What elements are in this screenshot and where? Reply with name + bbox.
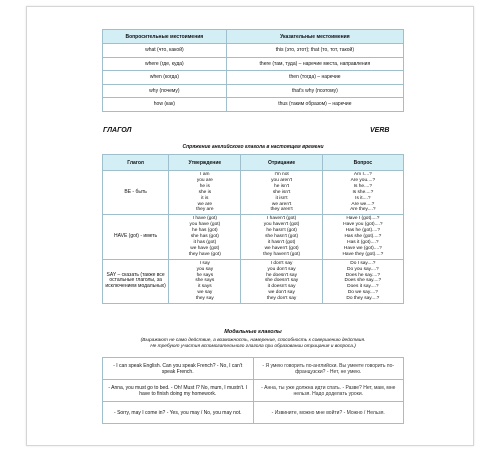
neg-form: I don't say [270,260,293,266]
neg-form: she isn't [272,189,291,195]
quest-form: Do we say....? [347,290,378,296]
quest-form: Is he....? [353,183,373,189]
quest-form: Are you....? [350,177,376,183]
neg-form: we don't say [268,290,295,296]
modal-example-russian: - Извините, можно мне войти? - Можно / Нельзя. [253,402,404,424]
section-title-en: VERB [370,127,390,134]
affirm-form: you are [196,177,213,183]
verb-cell: BE - быть [103,171,169,215]
neg-cell [241,259,322,303]
affirm-form: we are [197,201,213,207]
conjugation-row [103,215,404,259]
quest-form: Have they (got)....? [342,251,384,257]
quest-form: Has he (got)....? [345,228,381,234]
affirm-cell [169,215,241,259]
quest-form: Am I....? [353,172,372,177]
pronouns-header-demonstrative: Указательные местоимения [226,30,403,44]
affirm-form: he says [196,272,214,278]
neg-form: he hasn't (got) [266,228,297,234]
quest-form: Has she (got)....? [344,234,382,240]
neg-form: they don't say [266,296,297,302]
affirm-cell [169,259,241,303]
affirm-form: she is [198,189,212,195]
modal-example-english: - Sorry, may I come in? - Yes, you may / No, you may not. [103,402,254,424]
demonstrative-pronoun: then (тогда) – наречие [226,71,403,85]
neg-form: you don't say [267,266,296,272]
pronoun-row [103,57,404,71]
neg-form: we aren't [271,201,292,207]
quest-cell [322,171,403,215]
modal-example-russian: - Анна, ты уже должна идти спать. - Разве? Нет, мам, мне нельзя. Надо доделать уроки. [253,380,404,402]
modal-desc-line-1: (Выражают не само действие, а возможность, намерение, способность к совершению действия. [140,338,366,343]
affirm-form: she says [195,278,215,284]
affirm-form: they have (got) [188,251,221,257]
verb-cell: SAY – сказать (также все остальные глаголы, за исключением модальных) [103,259,169,303]
quest-form: Have I (got)....? [346,216,380,222]
modal-example-row [103,358,404,380]
affirm-form: we have (got) [190,245,220,251]
affirm-form: he has (got) [192,228,218,234]
modal-desc-line-2: Не требуют участия вспомогательного глагола при образовании отрицания и вопроса.) [150,344,356,349]
modal-example-row [103,380,404,402]
verb-cell: HAVE (got) - иметь [103,215,169,259]
affirm-form: she has (got) [190,234,219,240]
neg-form: she doesn't say [264,278,299,284]
section-title-ru: ГЛАГОЛ [103,127,132,134]
conjugation-title: Спряжение английского глагола в настоящем времени [182,144,324,150]
interrogative-pronoun: why (почему) [103,84,227,98]
demonstrative-pronoun: thus (таким образом) – наречие [226,98,403,112]
conj-header-affirm: Утверждение [169,155,241,171]
conj-header-quest: Вопрос [322,155,403,171]
conjugation-row [103,171,404,215]
modal-example-russian: - Я умею говорить по-английски. Вы умеете говорить по-французски? - Нет, не умею. [253,358,404,380]
quest-form: Do I say....? [350,260,376,266]
interrogative-pronoun: how (как) [103,98,227,112]
neg-form: he isn't [274,183,290,189]
pronouns-table [102,29,404,112]
affirm-form: you have (got) [189,222,221,228]
interrogative-pronoun: where (где, куда) [103,57,227,71]
neg-form: we haven't (got) [264,245,299,251]
neg-form: you haven't (got) [263,222,300,228]
quest-form: Is it....? [355,195,371,201]
quest-form: Does he say....? [345,272,381,278]
affirm-form: it says [198,284,212,290]
affirm-form: it is [201,195,209,201]
affirm-form: he is [199,183,210,189]
conj-header-verb: Глагол [103,155,169,171]
affirm-form: you say [196,266,214,272]
demonstrative-pronoun: there (там, туда) – наречие места, направления [226,57,403,71]
neg-form: it isn't [275,195,288,201]
neg-form: it doesn't say [267,284,296,290]
pronoun-row [103,84,404,98]
affirm-form: it has (got) [193,239,217,245]
neg-form: I haven't (got) [266,216,297,222]
quest-form: Are they....? [350,207,376,213]
neg-form: I'm not [274,172,289,177]
quest-form: Are we....? [351,201,375,207]
conjugation-row [103,259,404,303]
neg-cell [241,171,322,215]
neg-form: you aren't [271,177,293,183]
modal-example-english: - I can speak English. Can you speak French? - No, I can't speak French. [103,358,254,380]
demonstrative-pronoun: that's why (поэтому) [226,84,403,98]
modal-example-english: - Anna, you must go to bed. - Oh! Must I? No, mum, I mustn't. I have to finish doing my homework. [103,380,254,402]
modal-examples-table [102,357,404,424]
affirm-form: we say [197,290,213,296]
neg-form: it hasn't (got) [267,239,296,245]
pronouns-header-interrogative: Вопросительные местоимения [103,30,227,44]
quest-form: Is she....? [352,189,374,195]
quest-form: Does she say....? [344,278,382,284]
interrogative-pronoun: when (когда) [103,71,227,85]
modal-example-row [103,402,404,424]
conj-header-neg: Отрицание [241,155,322,171]
affirm-form: they say [195,296,214,302]
neg-form: they haven't (got) [263,251,301,257]
neg-form: she hasn't (got) [265,234,299,240]
quest-form: Have you (got)....? [343,222,383,228]
neg-form: he doesn't say [266,272,297,278]
neg-form: they aren't [270,207,293,213]
quest-cell [322,215,403,259]
affirm-form: I say [199,260,210,266]
affirm-cell [169,171,241,215]
pronoun-row [103,71,404,85]
affirm-form: I am [200,172,210,177]
demonstrative-pronoun: this (это, этот); that (то, тот, такой) [226,44,403,58]
pronoun-row [103,98,404,112]
quest-form: Have we (got)....? [343,245,382,251]
conjugation-table [102,154,404,304]
quest-form: Do you say....? [347,266,379,272]
modal-title: Модальные глаголы [224,329,282,335]
document-page [26,6,474,446]
quest-form: Do they say....? [346,296,380,302]
modal-description [103,338,403,350]
neg-cell [241,215,322,259]
quest-form: Has it (got)....? [347,239,379,245]
quest-form: Does it say....? [347,284,379,290]
pronoun-row [103,44,404,58]
quest-cell [322,259,403,303]
affirm-form: they are [196,207,214,213]
interrogative-pronoun: what (что, какой) [103,44,227,58]
affirm-form: I have (got) [192,216,217,222]
